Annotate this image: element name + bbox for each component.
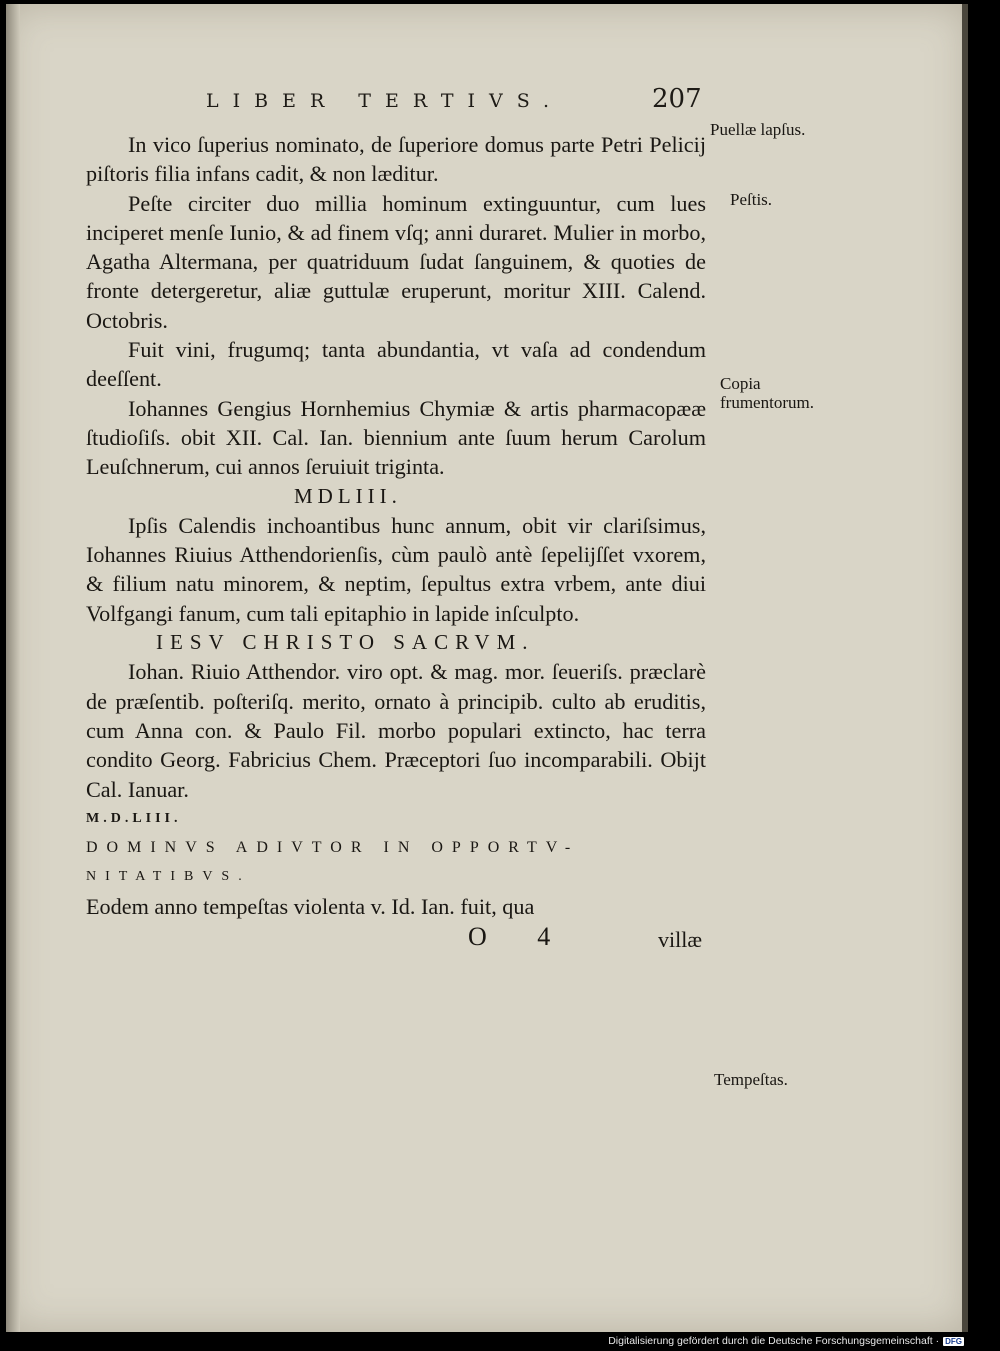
motto-line-2: NITATIBVS. — [86, 869, 251, 885]
margin-note-copia: Copia frumentorum. — [720, 374, 814, 412]
margin-note-tempestas: Tempeſtas. — [714, 1070, 788, 1089]
page-gutter — [6, 4, 20, 1332]
paragraph-copia: Fuit vini, frugumq; tanta abundantia, vt vaſa ad condendum deeſſent. — [86, 337, 706, 392]
dfg-logo-icon: DFG — [945, 1336, 962, 1346]
running-title: LIBER TERTIVS. — [206, 90, 564, 112]
year-heading: MDLIII. — [294, 483, 402, 508]
catchword: villæ — [658, 927, 703, 953]
credit-text: Digitalisierung gefördert durch die Deutsche Forschungsgemeinschaft · — [608, 1335, 940, 1347]
epitaph-date: M.D.LIII. — [86, 810, 182, 826]
motto-line-1: DOMINVS ADIVTOR IN OPPORTV- — [86, 839, 580, 857]
page-edge — [962, 4, 968, 1332]
page-number: 207 — [652, 84, 702, 114]
paragraph-tempestas: Eodem anno tempeſtas violenta v. Id. Ian. fuit, qua — [86, 893, 535, 919]
signature-line — [86, 922, 706, 955]
digitization-credit — [608, 1335, 964, 1347]
paragraph-gengius: Iohannes Gengius Hornhemius Chymiæ & artis pharmacopææ ſtudioſiſs. obit XII. Cal. Ian. biennium ante ſuum herum Carolum Leuſchnerum, cui annos ſeruiuit triginta. — [86, 395, 706, 480]
epitaph-heading: IESV CHRISTO SACRVM. — [156, 630, 535, 655]
paragraph-epitaph: Iohan. Riuio Atthendor. viro opt. & mag. mor. ſeueriſs. præclarè de præſentib. poſteriſq. merito, ornato à principib. culto ab eruditis, cum Anna con. & Paulo Fil. morbo populari extincto, hac terra condito Georg. Fabricius Chem. Præceptori ſuo incomparabili. Obijt Cal. Ianuar. — [86, 659, 706, 802]
signature-mark: O 4 — [468, 922, 573, 952]
margin-note-pestis: Peſtis. — [730, 190, 773, 209]
main-text-block — [86, 130, 706, 955]
paragraph-riuius: Ipſis Calendis inchoantibus hunc annum, obit vir clariſsimus, Iohannes Riuius Atthendorienſis, cùm paulò antè ſepelijſſet vxorem, & filium natu minorem, & neptim, ſepultus extra vrbem, ante diui Volfgangi fanum, cum tali epitaphio in lapide inſculpto. — [86, 512, 706, 626]
paragraph-puella: In vico ſuperius nominato, de ſuperiore domus parte Petri Pelicij piſtoris filia infans cadit, & non læditur. — [86, 132, 706, 187]
paragraph-pestis: Peſte circiter duo millia hominum extinguuntur, cum lues inciperet menſe Iunio, & ad finem vſq; anni duraret. Mulier in morbo, Agatha Altermana, per quatriduum ſudat ſanguinem, & quoties de fronte detergeretur, aliæ guttulæ eruperunt, moritur XIII. Calend. Octobris. — [86, 190, 706, 333]
book-page — [6, 4, 968, 1332]
margin-note-puellae: Puellæ lapſus. — [710, 120, 806, 139]
